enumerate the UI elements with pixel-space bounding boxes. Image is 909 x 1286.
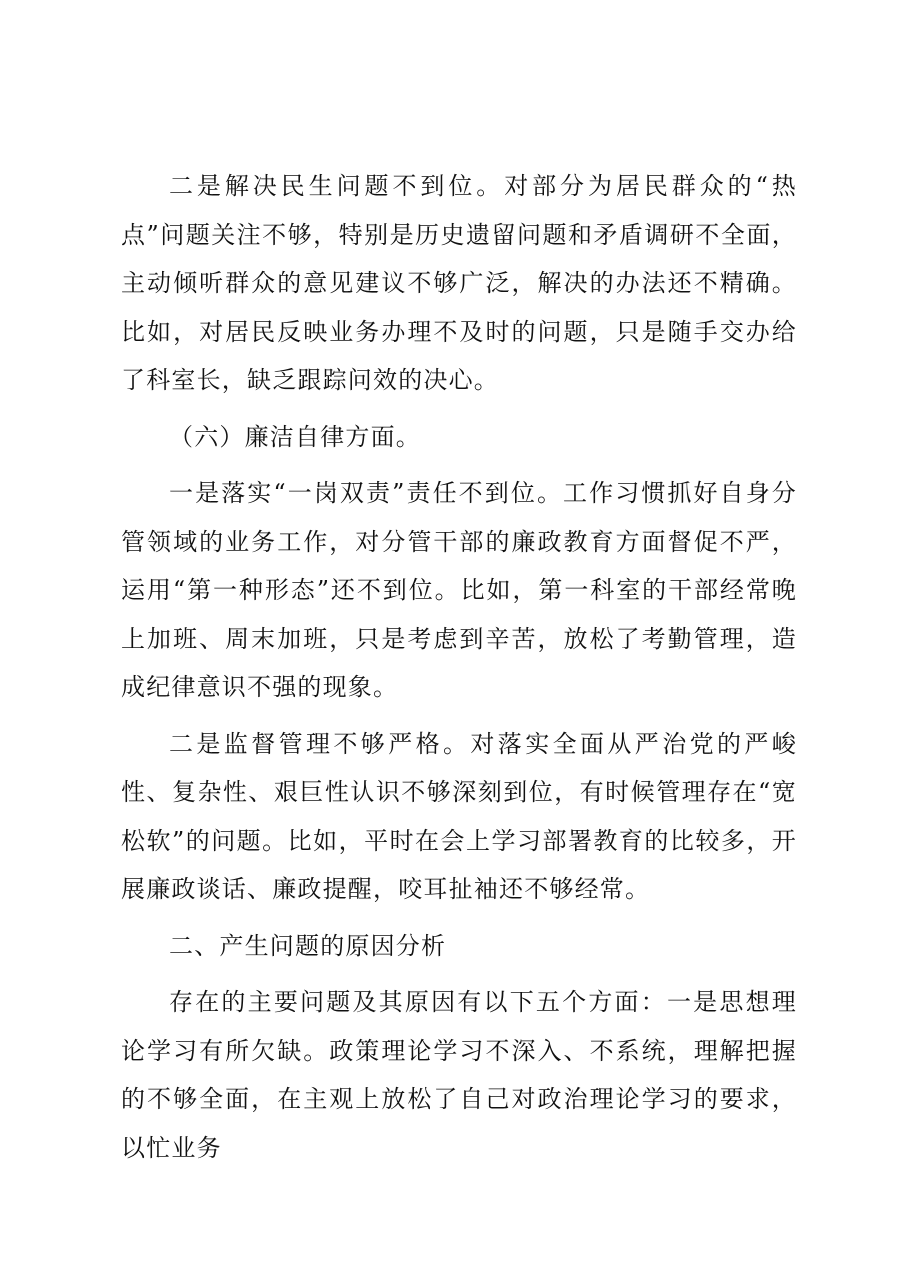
- section-heading-cause-analysis: 二、产生问题的原因分析: [169, 931, 447, 960]
- paragraph-supervision: 二是监督管理不够严格。对落实全面从严治党的严峻性、复杂性、艰巨性认识不够深刻到位，有时候管理存在“宽松软”的问题。比如，平时在会上学习部署教育的比较多，开展廉政谈话、廉政提醒，咬耳扯袖还不够经常。: [121, 729, 797, 903]
- paragraph-livelihood-issues: 二是解决民生问题不到位。对部分为居民群众的“热点”问题关注不够，特别是历史遗留问题和矛盾调研不全面，主动倾听群众的意见建议不够广泛，解决的办法还不精确。比如，对居民反映业务办理不及时的问题，只是随手交办给了科室长，缺乏跟踪问效的决心。: [121, 172, 797, 394]
- paragraph-main-causes: 存在的主要问题及其原因有以下五个方面：一是思想理论学习有所欠缺。政策理论学习不深入、不系统，理解把握的不够全面，在主观上放松了自己对政治理论学习的要求，以忙业务: [121, 988, 797, 1162]
- section-heading-integrity: （六）廉洁自律方面。: [169, 422, 421, 451]
- document-body: [121, 162, 797, 1180]
- paragraph-dual-responsibility: 一是落实“一岗双责”责任不到位。工作习惯抓好自身分管领域的业务工作，对分管干部的廉政教育方面督促不严，运用“第一种形态”还不到位。比如，第一科室的干部经常晚上加班、周末加班，只是考虑到辛苦，放松了考勤管理，造成纪律意识不强的现象。: [121, 479, 797, 701]
